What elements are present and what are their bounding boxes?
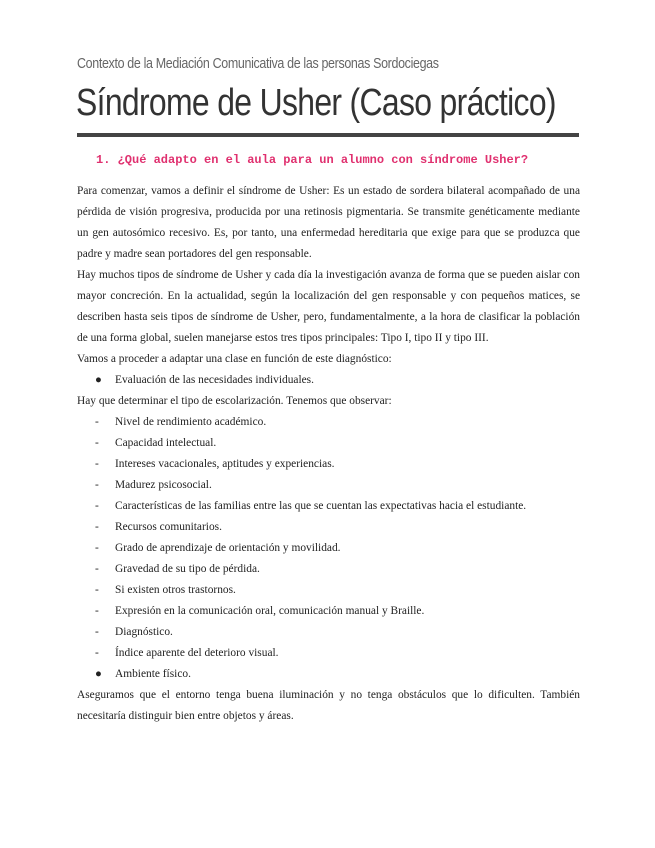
paragraph-intro: Vamos a proceder a adaptar una clase en función de este diagnóstico:	[77, 353, 392, 365]
list-item	[77, 643, 580, 664]
list-item-text: Recursos comunitarios.	[115, 521, 222, 533]
list-item	[77, 454, 580, 475]
bullet-list-environment	[77, 664, 580, 685]
list-item-text: Evaluación de las necesidades individuales.	[115, 374, 314, 386]
list-item	[77, 622, 580, 643]
bullet-dash: -	[95, 626, 99, 638]
list-item	[77, 412, 580, 433]
context-header: Contexto de la Mediación Comunicativa de las personas Sordociegas	[77, 56, 439, 72]
list-item	[77, 601, 580, 622]
bullet-list-evaluation	[77, 370, 580, 391]
question-heading: 1. ¿Qué adapto en el aula para un alumno con síndrome Usher?	[96, 153, 529, 167]
list-item-text: Capacidad intelectual.	[115, 437, 217, 449]
list-item	[77, 517, 580, 538]
list-item	[77, 664, 580, 685]
paragraph-definition: Para comenzar, vamos a definir el síndrome de Usher: Es un estado de sordera bilateral acompañado de una pérdida de visión progresiva, producida por una retinosis pigmentaria. Se transmite genéticamente mediante un gen autosómico recesivo. Es, por tanto, una enfermedad hereditaria que exige para que se produzca que padre y madre sean portadores del gen responsable.	[77, 185, 580, 260]
list-item-text: Diagnóstico.	[115, 626, 173, 638]
paragraph-types: Hay muchos tipos de síndrome de Usher y cada día la investigación avanza de forma que se pueden aislar con mayor concreción. En la actualidad, según la localización del gen responsable y con pequeños matices, se describen hasta seis tipos de síndrome de Usher, pero, fundamentalmente, a la hora de clasificar la población de una forma global, suelen manejarse estos tres tipos principales: Tipo I, tipo II y tipo III.	[77, 269, 580, 344]
list-item-text: Índice aparente del deterioro visual.	[115, 647, 279, 659]
bullet-dash: -	[95, 542, 99, 554]
bullet-dash: -	[95, 647, 99, 659]
list-item	[77, 538, 580, 559]
list-item-text: Gravedad de su tipo de pérdida.	[115, 563, 260, 575]
bullet-dot: ●	[95, 374, 102, 386]
list-item-text: Características de las familias entre las que se cuentan las expectativas hacia el estudiante.	[115, 500, 527, 512]
paragraph-environment: Aseguramos que el entorno tenga buena iluminación y no tenga obstáculos que lo dificulten. También necesitaría distinguir bien entre objetos y áreas.	[77, 689, 580, 722]
bullet-dash: -	[95, 416, 99, 428]
list-item-text: Madurez psicosocial.	[115, 479, 212, 491]
bullet-dash: -	[95, 563, 99, 575]
bullet-dash: -	[95, 584, 99, 596]
dash-list-observations	[77, 412, 580, 664]
list-item-text: Ambiente físico.	[115, 668, 191, 680]
bullet-dash: -	[95, 458, 99, 470]
title-divider	[77, 133, 579, 137]
list-item-text: Grado de aprendizaje de orientación y movilidad.	[115, 542, 341, 554]
body-text	[77, 181, 580, 727]
list-item	[77, 433, 580, 454]
list-item-text: Intereses vacacionales, aptitudes y experiencias.	[115, 458, 335, 470]
bullet-dash: -	[95, 605, 99, 617]
bullet-dash: -	[95, 479, 99, 491]
list-item	[77, 475, 580, 496]
paragraph-schooling: Hay que determinar el tipo de escolarización. Tenemos que observar:	[77, 395, 392, 407]
list-item	[77, 559, 580, 580]
bullet-dash: -	[95, 521, 99, 533]
list-item	[77, 370, 580, 391]
list-item-text: Si existen otros trastornos.	[115, 584, 236, 596]
bullet-dot: ●	[95, 668, 102, 680]
bullet-dash: -	[95, 437, 99, 449]
page-title: Síndrome de Usher (Caso práctico)	[76, 82, 556, 124]
bullet-dash: -	[95, 500, 99, 512]
list-item-text: Nivel de rendimiento académico.	[115, 416, 267, 428]
list-item	[77, 496, 580, 517]
list-item	[77, 580, 580, 601]
list-item-text: Expresión en la comunicación oral, comunicación manual y Braille.	[115, 605, 425, 617]
